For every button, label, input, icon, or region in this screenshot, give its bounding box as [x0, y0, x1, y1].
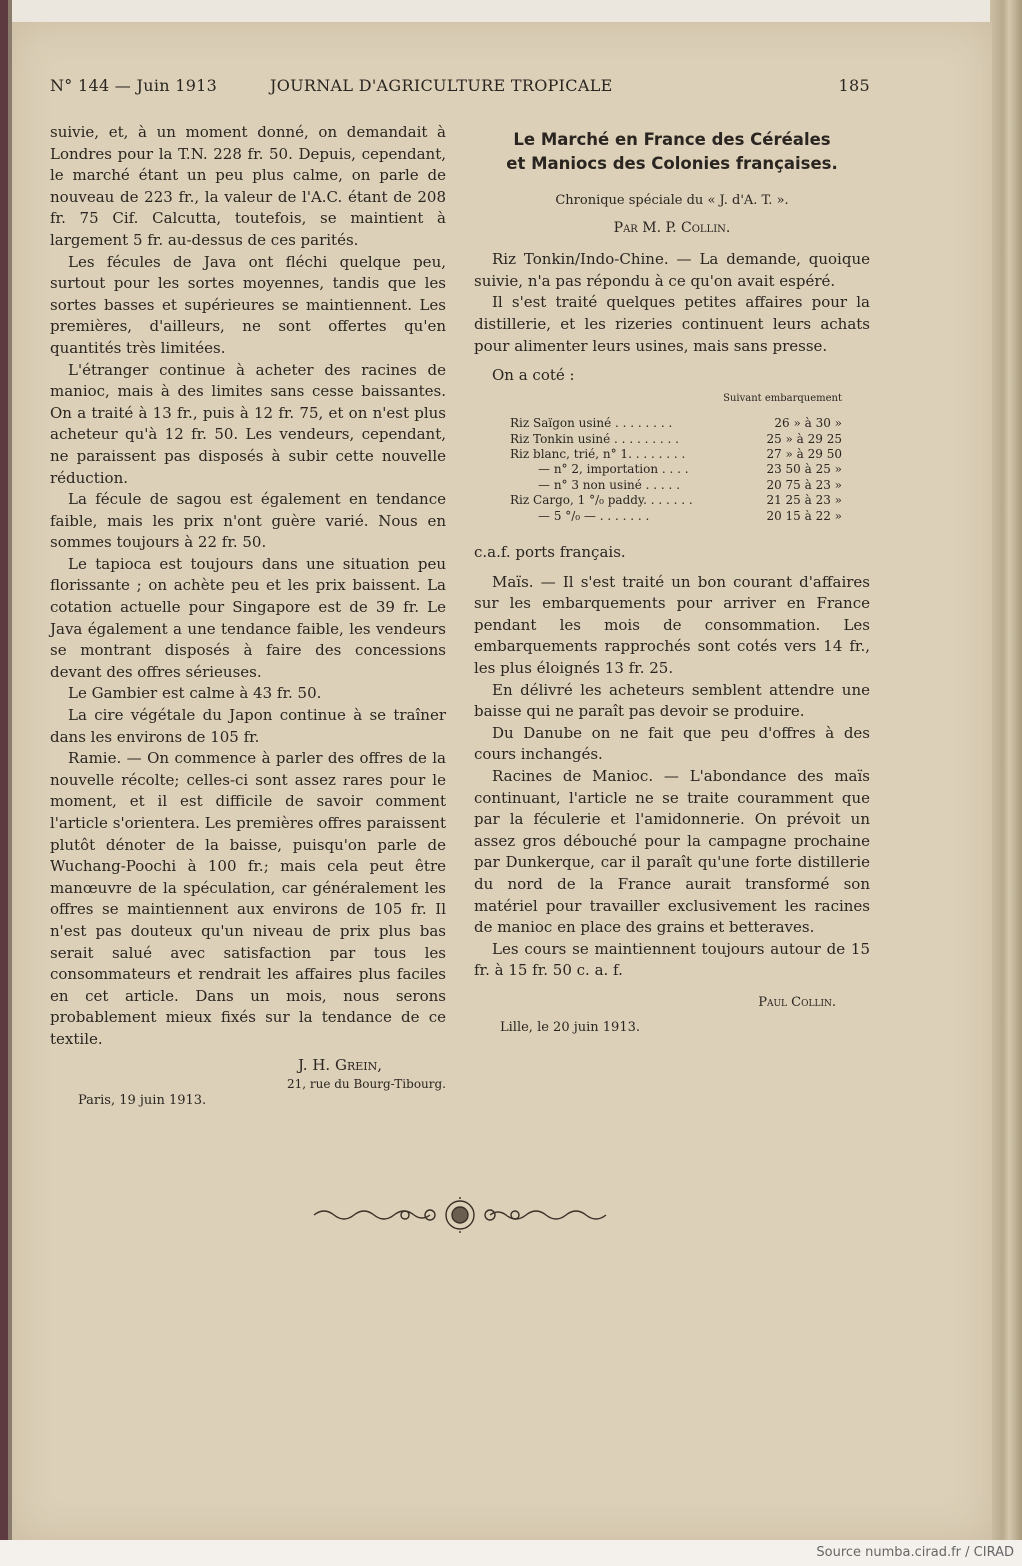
issue-label: N° 144 — Juin 1913	[50, 76, 218, 95]
table-row	[510, 509, 842, 524]
running-header	[50, 76, 870, 100]
paragraph: La cire végétale du Japon continue à se traîner dans les environs de 105 fr.	[50, 706, 446, 746]
row-label: Riz blanc, trié, n° 1. . . . . . . .	[510, 446, 686, 461]
author-signature: J. H. Grein,	[297, 1055, 382, 1074]
paragraph: Ramie. — On commence à parler des offres de la nouvelle récolte; celles-ci sont assez rares pour le moment, et il est difficile de savoir comment l'article s'orientera. Les premières offres paraissent plutôt dénoter de la baisse, puisqu'on parle de Wuchang-Poochi à 100 fr.; mais cela peut être manœuvre de la spéculation, car généralement les offres se maintiennent aux environs de 105 fr. Il n'est pas douteux qu'un niveau de prix plus bas serait salué avec satisfaction par tous les consommateurs et rendrait les affaires plus faciles en cet article. Dans un mois, nous serons probablement mieux fixés sur la tendance de ce textile.	[50, 749, 446, 1048]
row-value: 25 » à 29 25	[766, 431, 842, 446]
page-stack-edge	[990, 0, 1022, 1540]
paragraph: Du Danube on ne fait que peu d'offres à des cours inchangés.	[474, 723, 870, 764]
place-date: Lille, le 20 juin 1913.	[500, 1020, 641, 1036]
article-subtitle: Chronique spéciale du « J. d'A. T. ».	[555, 193, 789, 208]
binding-band	[0, 0, 8, 1540]
row-label: — 5 °/₀ — . . . . . . .	[538, 508, 650, 523]
row-label: — n° 2, importation . . . .	[538, 462, 689, 477]
source-credit: Source numba.cirad.fr / CIRAD	[816, 1545, 1014, 1560]
table-row	[510, 416, 842, 431]
price-table	[510, 391, 842, 524]
row-value: 21 25 à 23 »	[766, 493, 842, 508]
paragraph: En délivré les acheteurs semblent attendre une baisse qui ne paraît pas devoir se produire.	[474, 680, 870, 721]
author-signature: Paul Collin.	[758, 994, 836, 1010]
caf-note: c.a.f. ports français.	[474, 543, 626, 561]
paragraph: Il s'est traité quelques petites affaires pour la distillerie, et les rizeries continuent leurs achats pour alimenter leurs usines, mais sans presse.	[474, 293, 870, 355]
page-number: 185	[838, 76, 870, 95]
article-byline: Par M. P. Collin.	[613, 219, 731, 236]
row-value: 23 50 à 25 »	[766, 462, 842, 477]
table-row	[510, 493, 842, 508]
row-value: 26 » à 30 »	[774, 416, 842, 431]
paragraph: suivie, et, à un moment donné, on demandait à Londres pour la T.N. 228 fr. 50. Depuis, cependant, le marché étant un peu plus calme, on parle de nouveau de 223 fr., la valeur de l'A.C. étant de 208 fr. 75 Cif. Calcutta, toutefois, se maintient à largement 5 fr. au-dessus de ces parités.	[50, 123, 446, 249]
paragraph: L'étranger continue à acheter des racines de manioc, mais à des limites sans cesse baissantes. On a traité à 13 fr., puis à 12 fr. 75, et on n'est plus acheteur qu'à 12 fr. 50. Les vendeurs, cependant, ne paraissent pas disposés à subir cette nouvelle réduction.	[50, 360, 446, 487]
right-column	[474, 128, 870, 1039]
paragraph: Maïs. — Il s'est traité un bon courant d'affaires sur les embarquements pour arriver en France pendant les mois de consommation. Les embarquements rapprochés sont cotés vers 14 fr., les plus éloignés 13 fr. 25.	[474, 572, 870, 677]
row-value: 20 75 à 23 »	[766, 477, 842, 492]
row-label: — n° 3 non usiné . . . . .	[538, 477, 681, 492]
ornament-icon	[310, 1195, 610, 1235]
paragraph: Les cours se maintiennent toujours autour de 15 fr. à 15 fr. 50 c. a. f.	[474, 939, 870, 980]
table-row	[510, 432, 842, 447]
table-header: Suivant embarquement	[723, 392, 842, 404]
author-address: 21, rue du Bourg-Tibourg.	[286, 1077, 446, 1092]
article-title-line2: et Maniocs des Colonies françaises.	[506, 154, 838, 173]
table-row	[510, 462, 842, 477]
journal-title: JOURNAL D'AGRICULTURE TROPICALE	[270, 76, 613, 95]
row-label: Riz Cargo, 1 °/₀ paddy. . . . . . .	[510, 493, 693, 508]
row-label: Riz Tonkin usiné . . . . . . . . .	[510, 431, 679, 446]
row-label: Riz Saïgon usiné . . . . . . . .	[510, 416, 673, 431]
paragraph: Racines de Manioc. — L'abondance des maïs continuant, l'article ne se traite couramment que par la féculerie et l'amidonnerie. On prévoit un assez gros débouché pour la campagne prochaine par Dunkerque, car il paraît qu'une forte distillerie du nord de la France aurait transformé son matériel pour travailler exclusivement les racines de manioc en place des grains et betteraves.	[474, 766, 870, 937]
row-value: 20 15 à 22 »	[766, 508, 842, 523]
article-title-line1: Le Marché en France des Céréales	[513, 130, 831, 149]
table-intro: On a coté :	[492, 366, 575, 385]
row-value: 27 » à 29 50	[766, 446, 842, 461]
table-row	[510, 447, 842, 462]
table-row	[510, 478, 842, 493]
paragraph: Riz Tonkin/Indo-Chine. — La demande, quoique suivie, n'a pas répondu à ce qu'on avait espéré.	[474, 250, 870, 290]
paragraph: La fécule de sagou est également en tendance faible, mais les prix n'ont guère varié. Nous en sommes toujours à 22 fr. 50.	[50, 490, 446, 552]
left-column	[50, 122, 446, 1110]
paragraph: Le Gambier est calme à 43 fr. 50.	[68, 684, 322, 703]
paragraph: Les fécules de Java ont fléchi quelque peu, surtout pour les sortes moyennes, tandis que les sortes basses et supérieures se maintiennent. Les premières, d'ailleurs, ne sont offertes qu'en quantités très limitées.	[50, 252, 446, 357]
place-date: Paris, 19 juin 1913.	[78, 1093, 207, 1109]
paragraph: Le tapioca est toujours dans une situation peu florissante ; on achète peu et les prix baissent. La cotation actuelle pour Singapore est de 39 fr. Le Java également a une tendance faible, les vendeurs se montrant disposés à faire des concessions devant des offres sérieuses.	[50, 554, 446, 681]
